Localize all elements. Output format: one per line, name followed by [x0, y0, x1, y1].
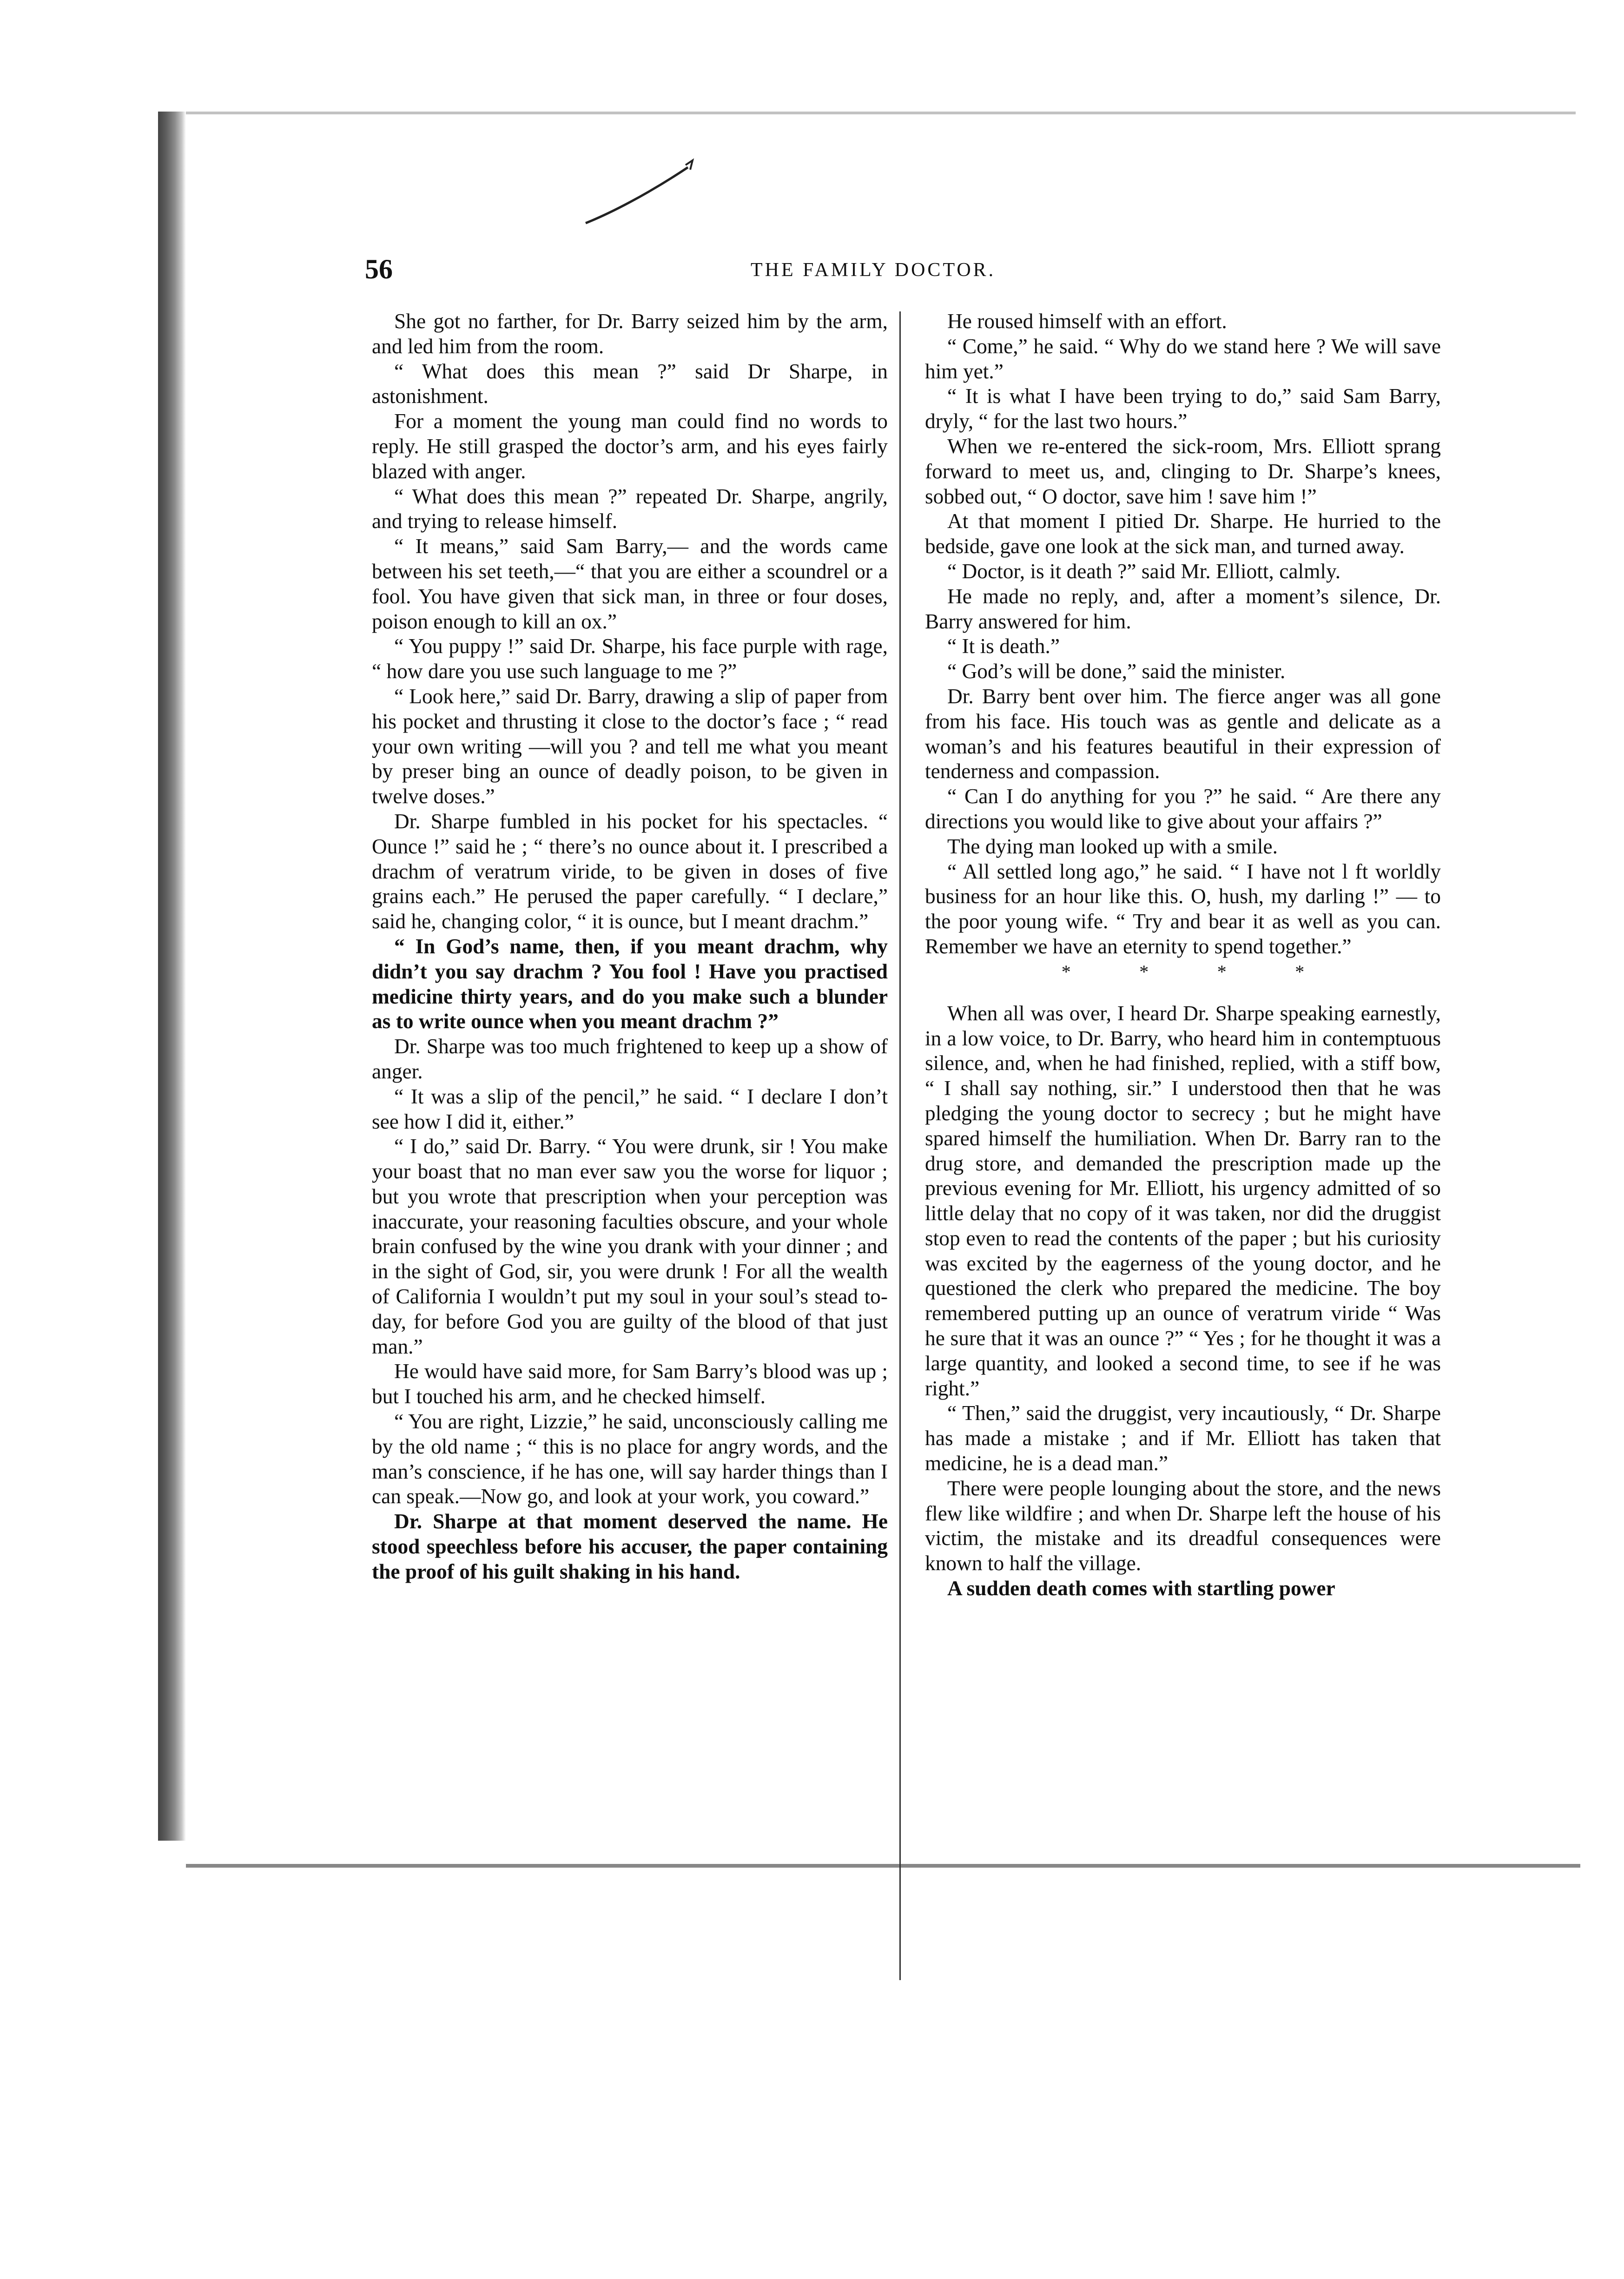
- running-title: THE FAMILY DOCTOR.: [751, 259, 996, 281]
- paragraph: “ What does this mean ?” repeated Dr. Sharpe, angrily, and trying to release himself.: [372, 484, 888, 533]
- pen-stroke-mark: [581, 158, 702, 228]
- paragraph: “ Can I do anything for you ?” he said. “ Are there any directions you would like to give about your affairs ?”: [925, 785, 1441, 833]
- paragraph: “ It was a slip of the pencil,” he said. “ I declare I don’t see how I did it, either.”: [372, 1084, 888, 1133]
- section-break-star: *: [1139, 961, 1149, 982]
- paragraph: When we re-entered the sick-room, Mrs. Elliott sprang forward to meet us, and, clinging to Dr. Sharpe’s knees, sobbed out, “ O doctor, save him ! save him !”: [925, 434, 1441, 508]
- page-gutter-shadow: [158, 112, 186, 1841]
- paragraph: “ It is death.”: [947, 634, 1060, 658]
- page-bottom-edge: [186, 1864, 1580, 1868]
- paragraph: “ What does this mean ?” said Dr Sharpe, in astonishment.: [372, 359, 888, 408]
- paragraph: Dr. Sharpe was too much frightened to keep up a show of anger.: [372, 1035, 888, 1083]
- paragraph: When all was over, I heard Dr. Sharpe speaking earnestly, in a low voice, to Dr. Barry, who heard him in contemptuous silence, and, when he had finished, replied, with a stiff bow, “ I shall say nothing, sir.” I understood then that he was pledging the young doctor to secrecy ; but he might have spared himself the humiliation. When Dr. Barry ran to the drug store, and demanded the prescription made up the previous evening for Mr. Elliott, his urgency admitted of so little delay that no copy of it was taken, nor did the druggist stop even to read the contents of the paper ; but his curiosity was excited by the eagerness of the young doctor, and he questioned the clerk who prepared the medicine. The boy remembered putting up an ounce of veratrum viride “ Was he sure that it was an ounce ?” “ Yes ; for he thought it was a large quantity, and looked a second time, to see if he was right.”: [925, 1001, 1441, 1400]
- paragraph: He roused himself with an effort.: [947, 310, 1227, 333]
- column-divider: [899, 311, 901, 1980]
- paragraph: “ Look here,” said Dr. Barry, drawing a slip of paper from his pocket and thrusting it close to the doctor’s face ; “ read your own writing —will you ? and tell me what you meant by preser bing an ounce of deadly poison, to be given in twelve doses.”: [372, 684, 888, 808]
- paragraph: The dying man looked up with a smile.: [947, 834, 1278, 858]
- paragraph: There were people lounging about the store, and the news flew like wildfire ; and when Dr. Sharpe left the house of his victim, the mistake and its dreadful consequences were known to half the village.: [925, 1476, 1441, 1575]
- section-break-star: *: [1061, 961, 1071, 982]
- paragraph: “ You puppy !” said Dr. Sharpe, his face purple with rage, “ how dare you use such language to me ?”: [372, 634, 888, 683]
- paragraph: “ I do,” said Dr. Barry. “ You were drunk, sir ! You make your boast that no man ever saw you the worse for liquor ; but you wrote that prescription when your perception was inaccurate, your reasoning faculties obscure, and your whole brain confused by the wine you drank with your dinner ; and in the sight of God, sir, you were drunk ! For all the wealth of California I wouldn’t put my soul in your soul’s stead to-day, for before God you are guilty of the blood of that just man.”: [372, 1135, 888, 1358]
- section-break-star: *: [1217, 961, 1227, 982]
- paragraph: “ In God’s name, then, if you meant drachm, why didn’t you say drachm ? You fool ! Have you practised medicine thirty years, and do you make such a blunder as to write ounce when you meant drachm ?”: [372, 934, 888, 1033]
- paragraph: “ All settled long ago,” he said. “ I have not l ft worldly business for an hour like this. O, hush, my darling !” — to the poor young wife. “ Try and bear it as well as you can. Remember we have an eternity to spend together.”: [925, 859, 1441, 958]
- text-column-left: [372, 309, 888, 1585]
- paragraph: “ Doctor, is it death ?” said Mr. Elliott, calmly.: [947, 559, 1341, 583]
- paragraph: He made no reply, and, after a moment’s silence, Dr. Barry answered for him.: [925, 584, 1441, 633]
- section-break: [925, 959, 1441, 984]
- paragraph: Dr. Sharpe fumbled in his pocket for his spectacles. “ Ounce !” said he ; “ there’s no ounce about it. I prescribed a drachm of veratrum viride, to be given in doses of five grains each.” He perused the paper carefully. “ I declare,” said he, changing color, “ it is ounce, but I meant drachm.”: [372, 809, 888, 933]
- paragraph: “ Come,” he said. “ Why do we stand here ? We will save him yet.”: [925, 334, 1441, 383]
- page-top-edge: [186, 112, 1576, 114]
- paragraph: She got no farther, for Dr. Barry seized him by the arm, and led him from the room.: [372, 310, 888, 358]
- paragraph: “ Then,” said the druggist, very incautiously, “ Dr. Sharpe has made a mistake ; and if Mr. Elliott has taken that medicine, he is a dead man.”: [925, 1401, 1441, 1475]
- paragraph: “ It means,” said Sam Barry,— and the words came between his set teeth,—“ that you are either a scoundrel or a fool. You have given that sick man, in three or four doses, poison enough to kill an ox.”: [372, 535, 888, 633]
- paragraph: He would have said more, for Sam Barry’s blood was up ; but I touched his arm, and he checked himself.: [372, 1360, 888, 1408]
- page-number: 56: [365, 254, 393, 284]
- paragraph: “ It is what I have been trying to do,” said Sam Barry, dryly, “ for the last two hours.”: [925, 384, 1441, 433]
- section-break-star: *: [1295, 961, 1305, 982]
- text-column-right: [925, 309, 1441, 1601]
- running-header: [365, 253, 1387, 291]
- paragraph: “ God’s will be done,” said the minister.: [947, 660, 1286, 683]
- paragraph: A sudden death comes with startling power: [947, 1577, 1335, 1600]
- paragraph: Dr. Sharpe at that moment deserved the name. He stood speechless before his accuser, the paper containing the proof of his guilt shaking in his hand.: [372, 1510, 888, 1583]
- paragraph: At that moment I pitied Dr. Sharpe. He hurried to the bedside, gave one look at the sick man, and turned away.: [925, 509, 1441, 558]
- paragraph: “ You are right, Lizzie,” he said, unconsciously calling me by the old name ; “ this is no place for angry words, and the man’s conscience, if he has one, will say harder things than I can speak.—Now go, and look at your work, you coward.”: [372, 1410, 888, 1508]
- paragraph: Dr. Barry bent over him. The fierce anger was all gone from his face. His touch was as gentle and delicate as a woman’s and his features beautiful in their expression of tenderness and compassion.: [925, 684, 1441, 783]
- paragraph: For a moment the young man could find no words to reply. He still grasped the doctor’s arm, and his eyes fairly blazed with anger.: [372, 410, 888, 483]
